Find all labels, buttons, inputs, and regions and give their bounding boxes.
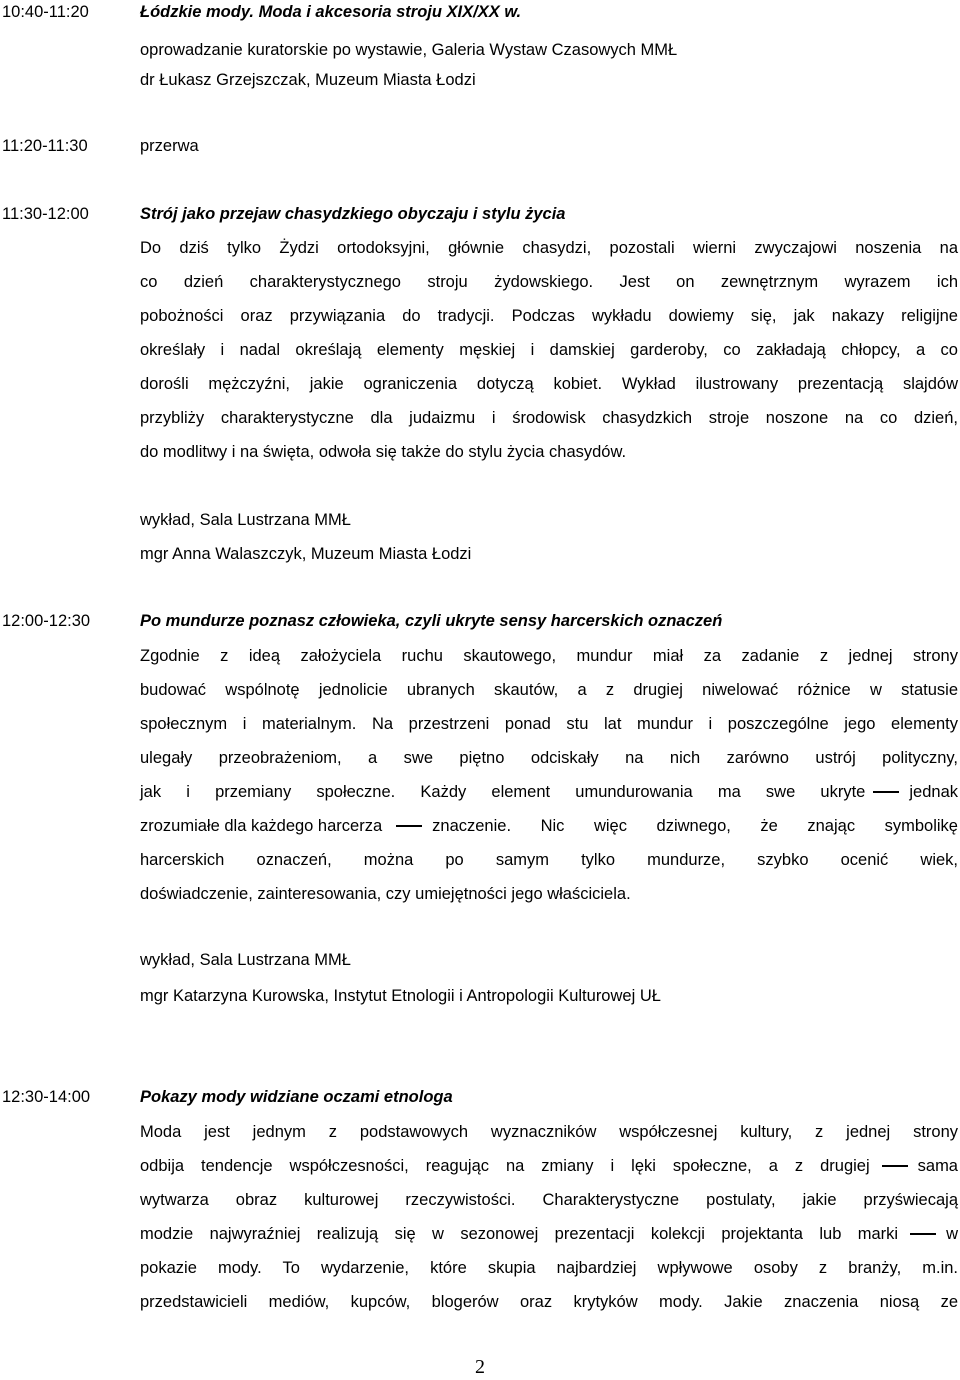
session-title: Strój jako przejaw chasydzkiego obyczaju i stylu życia — [140, 205, 566, 223]
paragraph-line: Zgodnie z ideą założyciela ruchu skautowego, mundur miał za zadanie z jednej strony — [140, 647, 958, 665]
paragraph-line: budować wspólnotę jednolicie ubranych skautów, a z drugiej niwelować różnice w statusie — [140, 681, 958, 699]
paragraph-line: co dzień charakterystycznego stroju żydowskiego. Jest on zewnętrznym wyrazem ich — [140, 273, 958, 291]
paragraph-line: Moda jest jednym z podstawowych wyznaczników współczesnej kultury, z jednej strony — [140, 1123, 958, 1141]
paragraph-line: ulegały przeobrażeniom, a swe piętno odciskały na nich zarówno ustrój polityczny, — [140, 749, 958, 767]
paragraph-line — [140, 816, 958, 836]
paragraph-line: pokazie mody. To wydarzenie, które skupia najbardziej wpływowe osoby z branży, m.in. — [140, 1259, 958, 1277]
session-venue: wykład, Sala Lustrzana MMŁ — [140, 951, 351, 969]
session-venue: wykład, Sala Lustrzana MMŁ — [140, 511, 351, 529]
session-time: 11:20-11:30 — [2, 137, 88, 155]
paragraph-segment: sama — [917, 1157, 958, 1175]
paragraph-segment: jak i przemiany społeczne. Każdy element umundurowania ma swe ukryte — [140, 783, 866, 801]
paragraph-line: przedstawicieli mediów, kupców, blogerów oraz krytyków mody. Jakie znaczenia niosą ze — [140, 1293, 958, 1311]
session-time: 12:00-12:30 — [2, 612, 91, 630]
session-title: przerwa — [140, 137, 199, 155]
session-speaker: mgr Anna Walaszczyk, Muzeum Miasta Łodzi — [140, 545, 472, 563]
paragraph-line: wytwarza obraz kulturowej rzeczywistości. Charakterystyczne postulaty, jakie przyświecają — [140, 1191, 958, 1209]
session-detail: oprowadzanie kuratorskie po wystawie, Galeria Wystaw Czasowych MMŁ — [140, 41, 678, 59]
paragraph-segment: odbija tendencje współczesności, reagując na zmiany i lęki społeczne, a z drugiej — [140, 1157, 870, 1175]
paragraph-segment: zrozumiałe dla każdego harcerza — [140, 817, 383, 835]
session-title: Łódzkie mody. Moda i akcesoria stroju XIX/XX w. — [140, 3, 522, 21]
paragraph-line: pobożności oraz przywiązania do tradycji. Podczas wykładu dowiemy się, jak nakazy religijne — [140, 307, 958, 325]
paragraph-line — [140, 782, 958, 802]
paragraph-line: harcerskich oznaczeń, można po samym tylko mundurze, szybko ocenić wiek, — [140, 851, 958, 869]
paragraph-segment: w — [946, 1225, 958, 1243]
paragraph-line: społecznym i materialnym. Na przestrzeni ponad stu lat mundur i poszczególne jego elementy — [140, 715, 958, 733]
paragraph-line — [140, 1224, 958, 1244]
paragraph-line: do modlitwy i na święta, odwoła się także do stylu życia chasydów. — [140, 443, 627, 461]
paragraph-line: przybliży charakterystyczne dla judaizmu i środowisk chasydzkich stroje noszone na co dzień, — [140, 409, 958, 427]
session-time: 11:30-12:00 — [2, 205, 89, 223]
session-time: 12:30-14:00 — [2, 1088, 91, 1106]
session-title: Pokazy mody widziane oczami etnologa — [140, 1088, 453, 1106]
paragraph-line: określały i nadal określają elementy męskiej i damskiej garderoby, co zakładają chłopcy, a co — [140, 341, 958, 359]
session-time: 10:40-11:20 — [2, 3, 89, 21]
dash-separator — [882, 1165, 908, 1167]
page-number: 2 — [475, 1356, 485, 1378]
paragraph-segment: modzie najwyraźniej realizują się w sezonowej prezentacji kolekcji projektanta lub marki — [140, 1225, 899, 1243]
dash-separator — [396, 825, 422, 827]
dash-separator — [873, 791, 899, 793]
paragraph-segment: jednak — [909, 783, 958, 801]
paragraph-line: Do dziś tylko Żydzi ortodoksyjni, głównie chasydzi, pozostali wierni zwyczajowi noszenia na — [140, 239, 958, 257]
paragraph-line — [140, 1156, 958, 1176]
session-detail: dr Łukasz Grzejszczak, Muzeum Miasta Łodzi — [140, 71, 476, 89]
session-speaker: mgr Katarzyna Kurowska, Instytut Etnologii i Antropologii Kulturowej UŁ — [140, 987, 661, 1005]
dash-separator — [910, 1233, 936, 1235]
session-title: Po mundurze poznasz człowieka, czyli ukryte sensy harcerskich oznaczeń — [140, 612, 723, 630]
paragraph-segment: znaczenie. Nic więc dziwnego, że znając symbolikę — [432, 817, 958, 835]
paragraph-line: dorośli mężczyźni, jakie ograniczenia dotyczą kobiet. Wykład ilustrowany prezentacją slajdów — [140, 375, 958, 393]
paragraph-line: doświadczenie, zainteresowania, czy umiejętności jego właściciela. — [140, 885, 631, 903]
